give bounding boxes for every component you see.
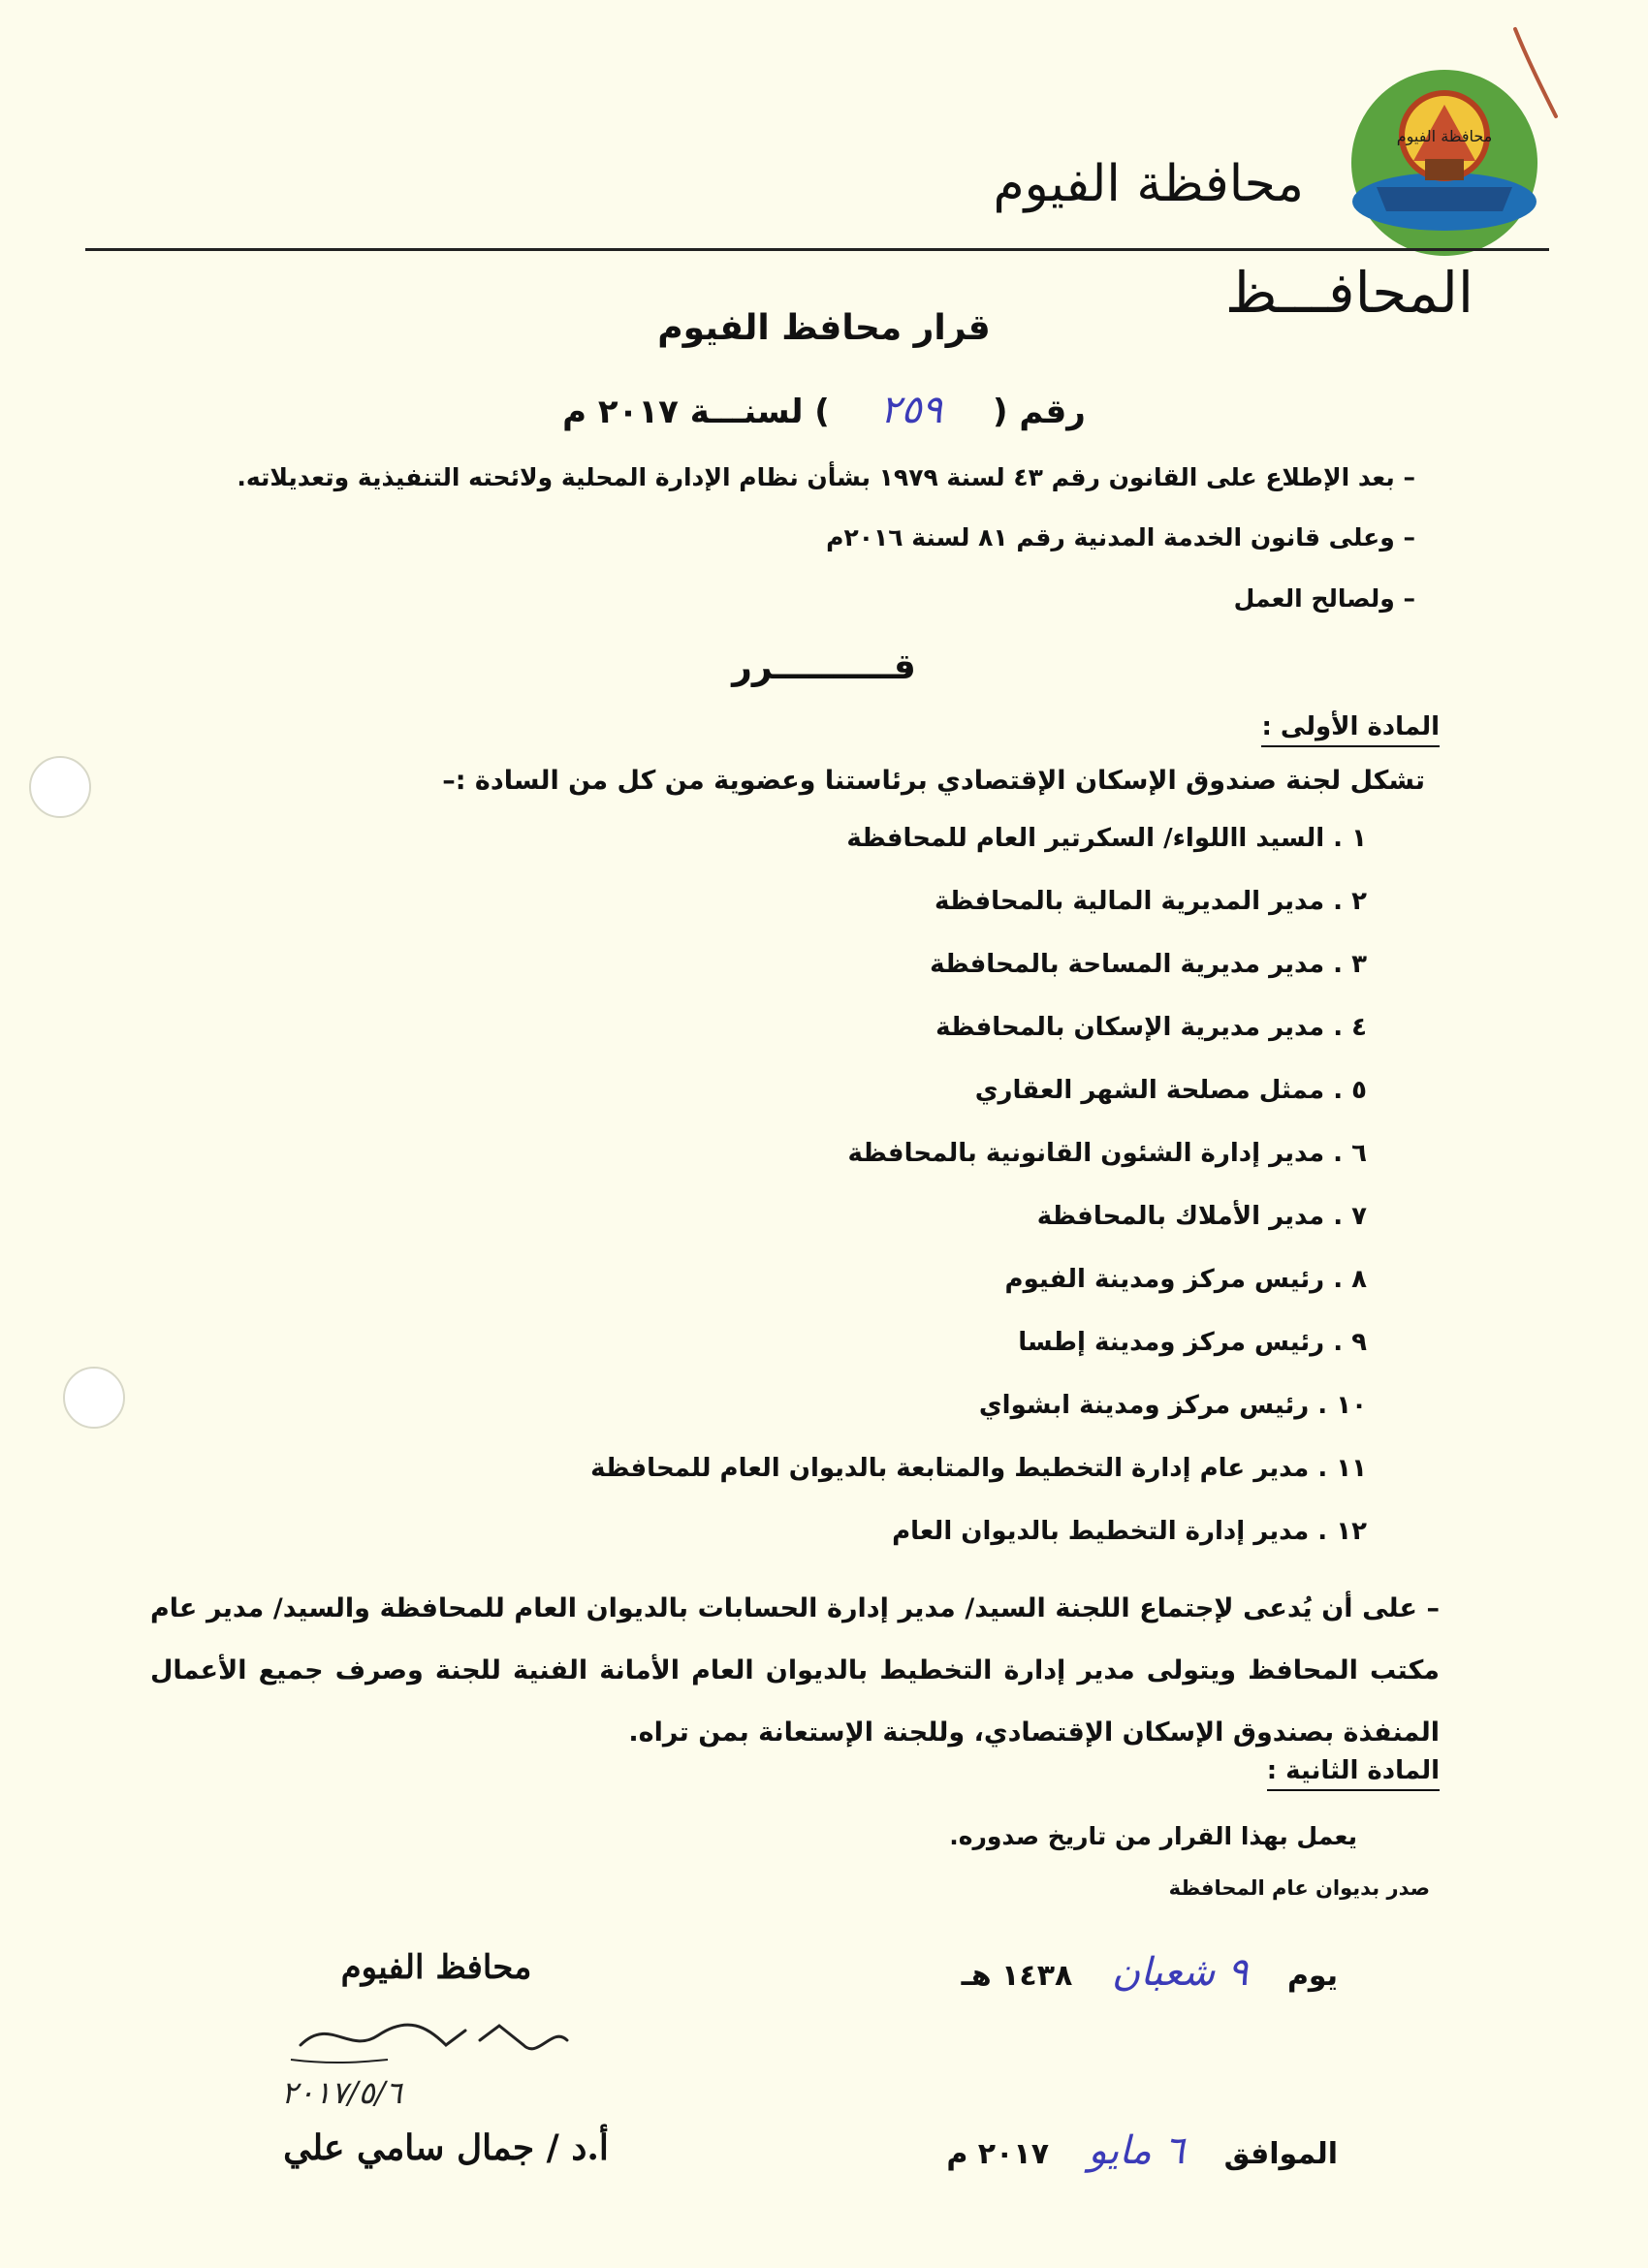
day-label: يوم (1286, 1959, 1338, 1993)
list-item: ٩ . رئيس مركز ومدينة إطسا (1018, 1328, 1367, 1357)
handwritten-date: ٢٠١٧/٥/٦ (281, 2074, 402, 2111)
gregorian-date-line (611, 2128, 1338, 2173)
decision-number-line (0, 388, 1648, 432)
punch-hole (63, 1367, 125, 1429)
hijri-date-line (659, 1950, 1338, 1995)
year-text: ) لسنـــة ٢٠١٧ م (562, 393, 830, 431)
governorate-name: محافظة الفيوم (993, 155, 1304, 213)
preamble-line-2: – وعلى قانون الخدمة المدنية رقم ٨١ لسنة ٢٠١٦م (826, 523, 1415, 551)
list-item: ١٢ . مدير إدارة التخطيط بالديوان العام (892, 1517, 1367, 1546)
decision-title: قرار محافظ الفيوم (657, 308, 991, 348)
list-item: ٢ . مدير المديرية المالية بالمحافظة (934, 887, 1367, 916)
invite-paragraph: – على أن يُدعى لإجتماع اللجنة السيد/ مدير إدارة الحسابات بالديوان العام للمحافظة والسيد/ مدير عام مكتب المحافظ ويتولى مدير إدارة التخطيط بالديوان العام الأمانة الفنية للجنة وصرف جميع الأعمال المنفذة بصندوق الإسكان الإقتصادي، وللجنة الإستعانة بمن تراه. (150, 1593, 1440, 1748)
number-handwritten: ٢٥٩ (879, 388, 943, 432)
hijri-year: ١٤٣٨ هـ (961, 1959, 1073, 1993)
hijri-handwritten: ٩ شعبان (1111, 1950, 1249, 1995)
gregorian-handwritten: ٦ مايو (1088, 2128, 1186, 2173)
issued-at: صدر بديوان عام المحافظة (1168, 1876, 1430, 1900)
list-item: ٧ . مدير الأملاك بالمحافظة (1036, 1202, 1367, 1231)
number-label: رقم ( (993, 393, 1086, 431)
list-item: ٤ . مدير مديرية الإسكان بالمحافظة (935, 1013, 1367, 1042)
handwritten-signature (271, 2006, 591, 2123)
logo-text: محافظة الفيوم (1396, 127, 1493, 145)
article1-intro: تشكل لجنة صندوق الإسكان الإقتصادي برئاستنا وعضوية من كل من السادة :– (442, 766, 1425, 796)
article2-heading: المادة الثانية : (1267, 1756, 1440, 1791)
punch-hole (29, 756, 91, 818)
governor-label: المحافـــظ (1224, 260, 1474, 326)
article1-heading: المادة الأولى : (1261, 712, 1440, 747)
decide-heading: قــــــــــرر (732, 647, 916, 687)
signature-title: محافظ الفيوم (340, 1948, 532, 1987)
preamble-line-3: – ولصالح العمل (1233, 584, 1415, 613)
governorate-logo (1347, 66, 1541, 260)
preamble-line-1: – بعد الإطلاع على القانون رقم ٤٣ لسنة ١٩٧٩ بشأن نظام الإدارة المحلية ولائحته التنفيذية وتعديلاته. (237, 463, 1415, 491)
list-item: ١٠ . رئيس مركز ومدينة ابشواي (978, 1391, 1367, 1420)
list-item: ٥ . ممثل مصلحة الشهر العقاري (974, 1076, 1367, 1105)
list-item: ٦ . مدير إدارة الشئون القانونية بالمحافظة (847, 1139, 1367, 1168)
gregorian-year: ٢٠١٧ م (946, 2137, 1050, 2171)
article2-text: يعمل بهذا القرار من تاريخ صدوره. (949, 1822, 1357, 1850)
list-item: ١ . السيد االلواء/ السكرتير العام للمحافظة (846, 824, 1367, 853)
committee-members-list (301, 824, 1367, 1580)
list-item: ٨ . رئيس مركز ومدينة الفيوم (1004, 1265, 1367, 1294)
gregorian-label: الموافق (1223, 2137, 1338, 2171)
header-divider (85, 248, 1549, 251)
signatory-name: أ.د / جمال سامي علي (283, 2127, 609, 2168)
list-item: ٣ . مدير مديرية المساحة بالمحافظة (930, 950, 1367, 979)
list-item: ١١ . مدير عام إدارة التخطيط والمتابعة بالديوان العام للمحافظة (590, 1454, 1367, 1483)
